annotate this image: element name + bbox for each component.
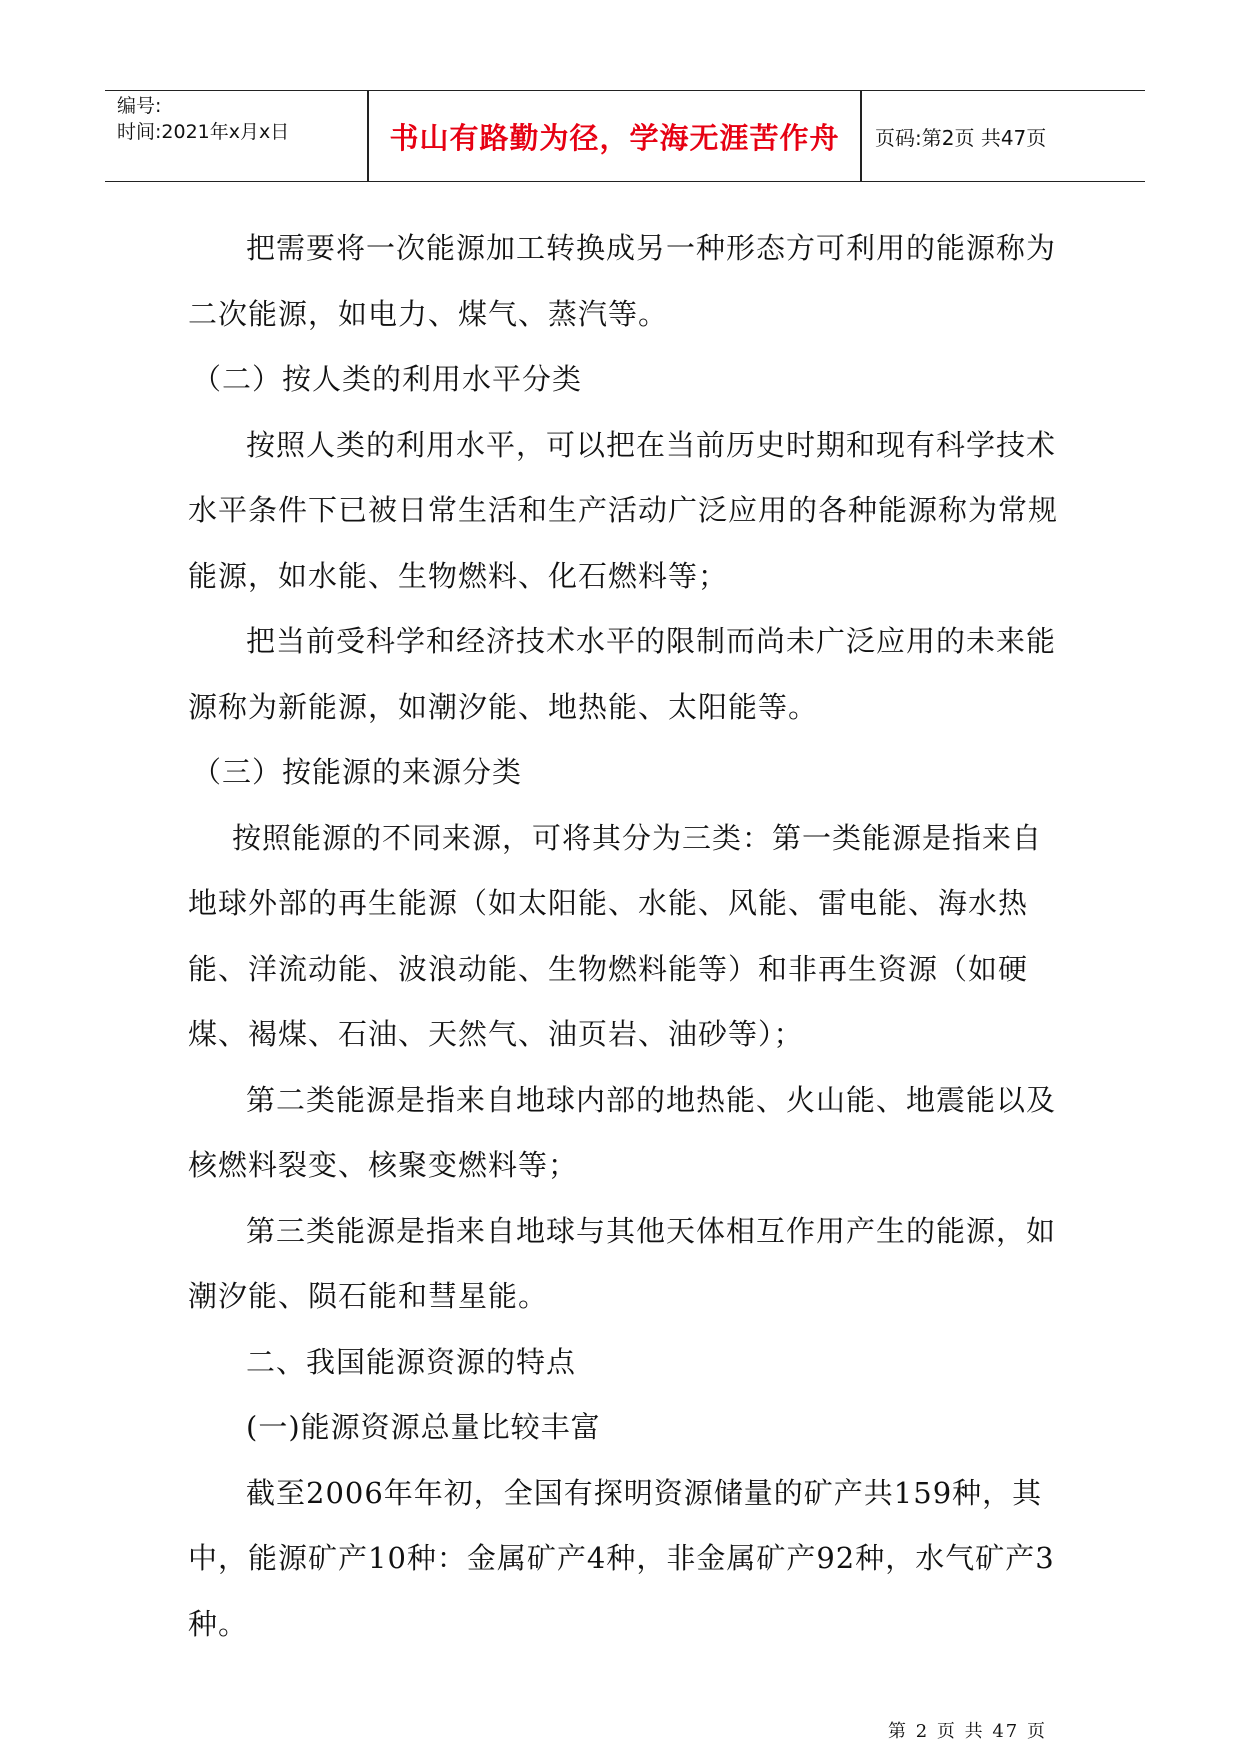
paragraph: 第二类能源是指来自地球内部的地热能、火山能、地震能以及核燃料裂变、核聚变燃料等； (188, 1082, 1057, 1182)
document-body (188, 216, 1068, 1657)
header-motto: 书山有路勤为径，学海无涯苦作舟 (389, 120, 840, 155)
header-page-info: 页码:第2页 共47页 (875, 125, 1047, 150)
paragraph: 把需要将一次能源加工转换成另一种形态方可利用的能源称为二次能源，如电力、煤气、蒸汽等。 (188, 231, 1057, 331)
paragraph: 按照人类的利用水平，可以把在当前历史时期和现有科学技术水平条件下已被日常生活和生产活动广泛应用的各种能源称为常规能源，如水能、生物燃料、化石燃料等； (188, 427, 1059, 593)
subsection-heading: (一)能源资源总量比较丰富 (246, 1410, 601, 1444)
header-divider (860, 91, 862, 181)
paragraph: 截至2006年年初，全国有探明资源储量的矿产共159种，其中，能源矿产10种：金属矿产4种，非金属矿产92种，水气矿产3种。 (188, 1475, 1055, 1641)
number-label: 编号: (117, 95, 162, 117)
document-header (105, 90, 1145, 182)
section-heading: （二）按人类的利用水平分类 (192, 362, 583, 396)
time-label: 时间:2021年x月x日 (117, 121, 290, 143)
section-heading: （三）按能源的来源分类 (192, 755, 523, 789)
paragraph: 第三类能源是指来自地球与其他天体相互作用产生的能源，如潮汐能、陨石能和彗星能。 (188, 1213, 1057, 1313)
paragraph: 把当前受科学和经济技术水平的限制而尚未广泛应用的未来能源称为新能源，如潮汐能、地热能、太阳能等。 (188, 624, 1057, 724)
page-footer: 第 2 页 共 47 页 (888, 1721, 1047, 1742)
paragraph: 按照能源的不同来源，可将其分为三类：第一类能源是指来自地球外部的再生能源（如太阳能、水能、风能、雷电能、海水热能、洋流动能、波浪动能、生物燃料能等）和非再生资源（如硬煤、褐煤、石油、天然气、油页岩、油砂等）； (188, 820, 1043, 1051)
section-heading: 二、我国能源资源的特点 (246, 1344, 577, 1379)
